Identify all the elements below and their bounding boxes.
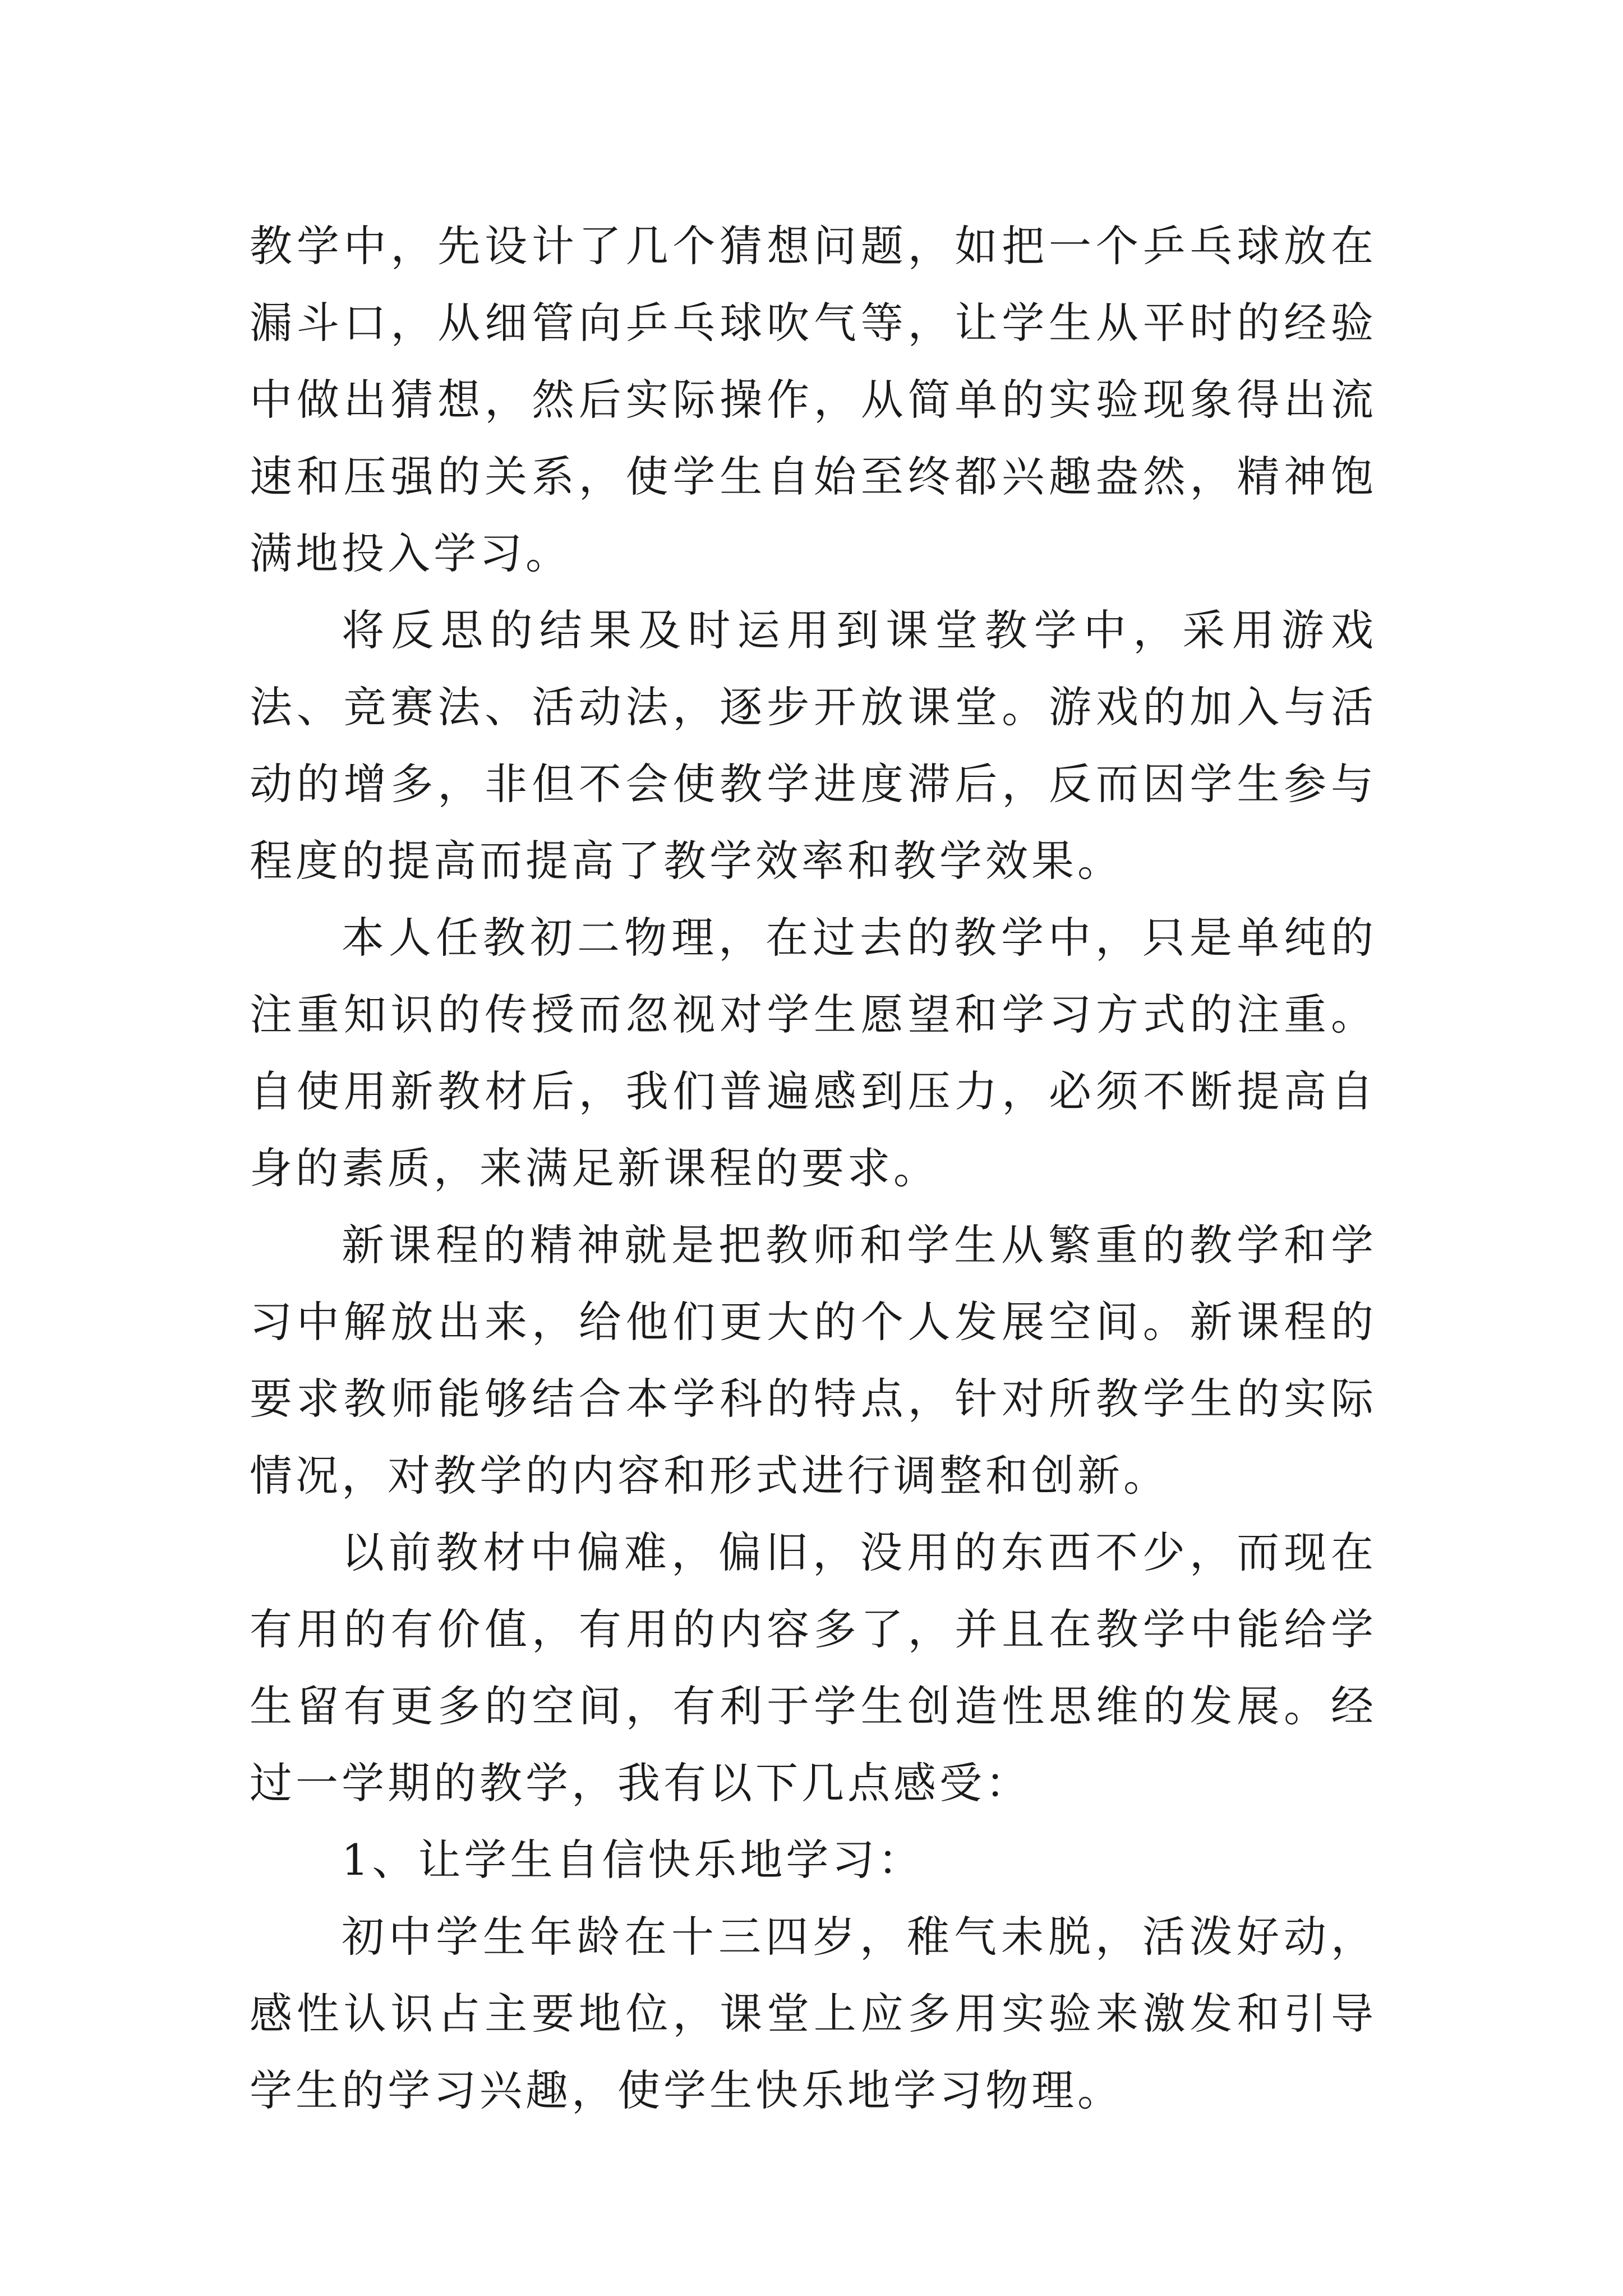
paragraph-reflection: 将反思的结果及时运用到课堂教学中，采用游戏法、竞赛法、活动法，逐步开放课堂。游戏的加入与活动的增多，非但不会使教学进度滞后，反而因学生参与程度的提高而提高了教学效率和教学效果。 <box>250 605 1377 886</box>
paragraph-student-learning: 初中学生年龄在十三四岁，稚气未脱，活泼好动，感性认识占主要地位，课堂上应多用实验来激发和引导学生的学习兴趣，使学生快乐地学习物理。 <box>250 1912 1377 2115</box>
paragraph-new-curriculum: 新课程的精神就是把教师和学生从繁重的教学和学习中解放出来，给他们更大的个人发展空间。新课程的要求教师能够结合本学科的特点，针对所教学生的实际情况，对教学的内容和形式进行调整和创新。 <box>250 1220 1377 1501</box>
section-heading-1: 1、让学生自信快乐地学习： <box>342 1835 924 1885</box>
paragraph-textbook-changes: 以前教材中偏难，偏旧，没用的东西不少，而现在有用的有价值，有用的内容多了，并且在教学中能给学生留有更多的空间，有利于学生创造性思维的发展。经过一学期的教学，我有以下几点感受： <box>250 1527 1377 1808</box>
paragraph-continued: 教学中，先设计了几个猜想问题，如把一个乒乓球放在漏斗口，从细管向乒乓球吹气等，让学生从平时的经验中做出猜想，然后实际操作，从简单的实验现象得出流速和压强的关系，使学生自始至终都兴趣盎然，精神饱满地投入学习。 <box>250 221 1377 578</box>
paragraph-teaching-background: 本人任教初二物理，在过去的教学中，只是单纯的注重知识的传授而忽视对学生愿望和学习方式的注重。自使用新教材后，我们普遍感到压力，必须不断提高自身的素质，来满足新课程的要求。 <box>250 913 1377 1193</box>
document-body <box>250 208 1377 2129</box>
